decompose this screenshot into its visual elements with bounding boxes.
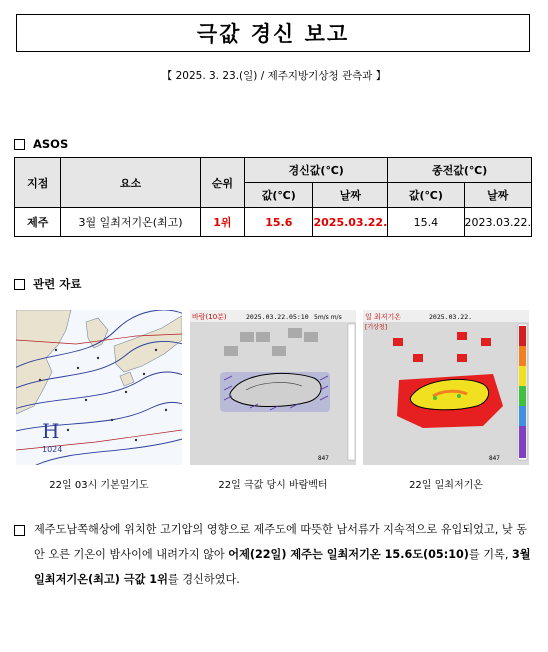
- cell-rank: 1위: [200, 208, 245, 237]
- header-new-group: 경신값(℃): [245, 158, 388, 183]
- summary-part3: 를 기록,: [468, 548, 512, 561]
- section-related: [14, 276, 81, 292]
- summary-part4: 3월 일최저기온(최고) 극값 1위: [34, 548, 531, 586]
- map2-header-left: 바람(10분): [192, 313, 227, 321]
- cell-prev-date: 2023.03.22.: [464, 208, 531, 237]
- high-pressure-label: H: [42, 419, 60, 443]
- wind-vector-map: [190, 310, 356, 465]
- summary-part5: 를 경신하였다.: [167, 573, 240, 586]
- cell-new-value: 15.6: [245, 208, 313, 237]
- section-asos: [14, 137, 68, 151]
- checkbox-icon: [14, 139, 25, 150]
- cell-prev-value: 15.4: [388, 208, 464, 237]
- section-related-heading: 관련 자료: [33, 277, 82, 291]
- map2-header-right: 5m/s m/s: [314, 314, 342, 321]
- section-asos-heading: ASOS: [33, 137, 69, 151]
- surface-weather-map: [16, 310, 182, 465]
- report-subtitle: 【 2025. 3. 23.(일) / 제주지방기상청 관측과 】: [161, 70, 387, 82]
- checkbox-icon: [14, 525, 25, 536]
- header-new-date: 날짜: [313, 183, 388, 208]
- min-temperature-map: [363, 310, 529, 465]
- map2-caption: 22일 극값 당시 바람벡터: [218, 480, 328, 491]
- high-pressure-value: 1024: [42, 445, 63, 454]
- cell-element: 3월 일최저기온(최고): [61, 208, 200, 237]
- header-prev-date: 날짜: [464, 183, 531, 208]
- header-rank: 순위: [200, 158, 245, 208]
- header-station: 지점: [15, 158, 61, 208]
- header-new-value: 값(℃): [245, 183, 313, 208]
- summary-part1: 제주도남쪽해상에 위치한 고기압의 영향으로 제주도에 따뜻한 남서류가 지속적으로 유입되었고, 낮 동안 오른 기온이 밤사이에 내려가지 않아: [34, 523, 528, 561]
- map3-header-left: 일 최저기온: [365, 313, 402, 321]
- checkbox-icon: [14, 279, 25, 290]
- report-title: 극값 경신 보고: [16, 14, 530, 52]
- map3-header-tag: [기상청]: [365, 324, 388, 331]
- extreme-value-table: [14, 157, 532, 237]
- map2-header-center: 2025.03.22.05:10: [246, 313, 309, 321]
- header-prev-group: 종전값(℃): [388, 158, 532, 183]
- header-element: 요소: [61, 158, 200, 208]
- cell-new-date: 2025.03.22.: [313, 208, 388, 237]
- map3-corner: 847: [489, 455, 500, 462]
- map1-caption: 22일 03시 기본일기도: [49, 480, 149, 491]
- cell-station: 제주: [15, 208, 61, 237]
- summary-paragraph: [14, 517, 534, 592]
- map3-caption: 22일 일최저기온: [409, 480, 483, 491]
- map3-header-center: 2025.03.22.: [429, 313, 473, 321]
- map2-corner: 847: [318, 455, 329, 462]
- header-prev-value: 값(℃): [388, 183, 464, 208]
- summary-part2: 어제(22일) 제주는 일최저기온 15.6도(05:10): [228, 548, 469, 561]
